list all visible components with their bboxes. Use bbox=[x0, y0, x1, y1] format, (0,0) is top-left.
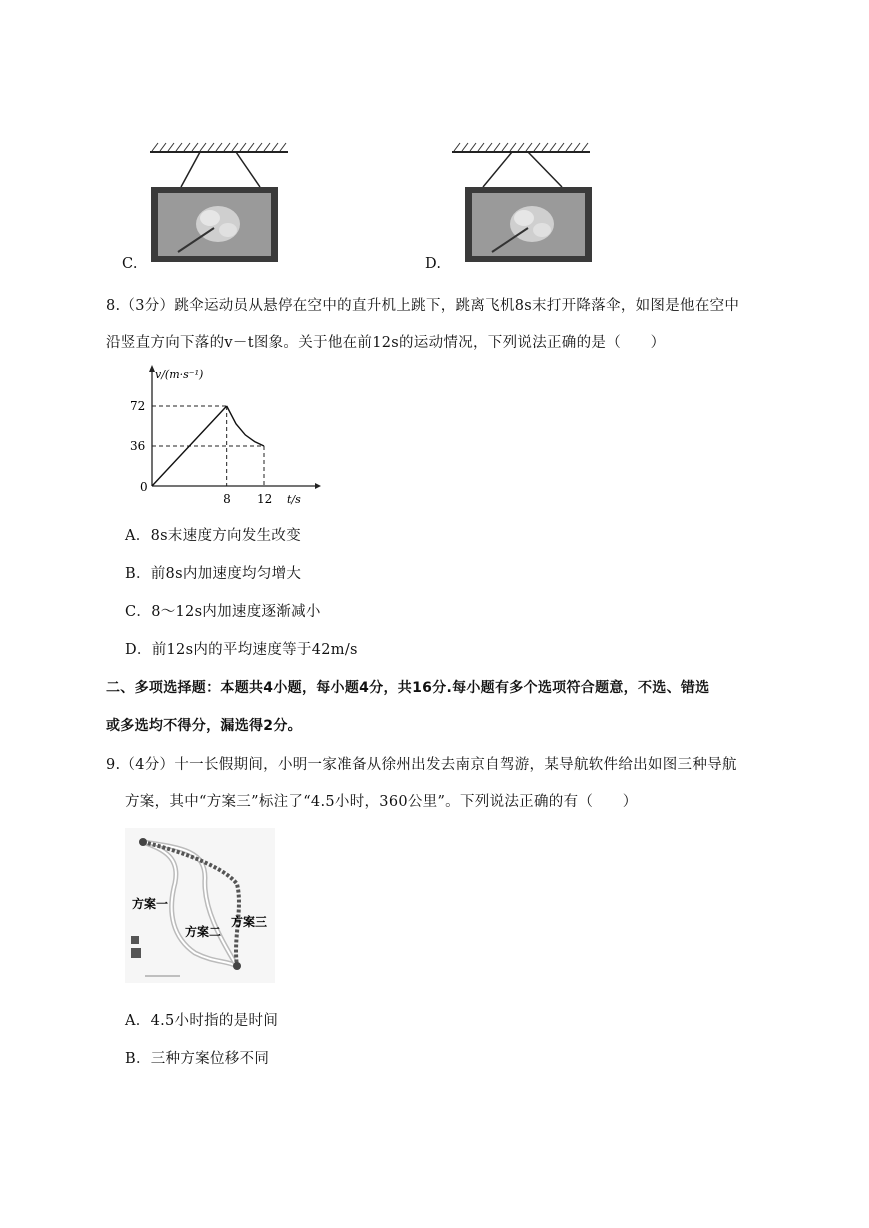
origin-label: 0 bbox=[140, 480, 148, 494]
q8-option-b: B．前8s内加速度均匀增大 bbox=[125, 566, 302, 582]
q8-option-d: D．前12s内的平均速度等于42m/s bbox=[125, 642, 358, 658]
q8-option-a: A．8s末速度方向发生改变 bbox=[125, 528, 302, 544]
vt-chart bbox=[125, 362, 325, 507]
route-map bbox=[125, 828, 275, 983]
x-tick-label-8: 8 bbox=[223, 492, 231, 506]
q8-stem-line2: 沿竖直方向下落的v－t图象。关于他在前12s的运动情况，下列说法正确的是（ ） bbox=[106, 335, 666, 351]
route-label-1: 方案一 bbox=[132, 897, 169, 911]
q7-figure-c bbox=[148, 140, 293, 265]
q7-figure-d bbox=[450, 140, 595, 265]
q9-stem-line2: 方案，其中“方案三”标注了“4.5小时，360公里”。下列说法正确的有（ ） bbox=[125, 794, 638, 810]
x-tick-label-12: 12 bbox=[257, 492, 273, 506]
x-axis-arrow bbox=[315, 483, 321, 489]
navigation-map-icon bbox=[125, 828, 275, 983]
hanging-picture-icon bbox=[148, 140, 293, 265]
route-label-3: 方案三 bbox=[231, 915, 268, 929]
x-axis-label: t/s bbox=[287, 493, 301, 506]
q9-stem-line1: 9.（4分）十一长假期间，小明一家准备从徐州出发去南京自驾游，某导航软件给出如图三种导航 bbox=[106, 757, 737, 773]
option-c-label: C. bbox=[122, 256, 138, 272]
q9-option-b: B．三种方案位移不同 bbox=[125, 1051, 270, 1067]
option-d-label: D. bbox=[425, 256, 442, 272]
y-axis-label: v/(m·s⁻¹) bbox=[155, 368, 204, 381]
y-tick-label-72: 72 bbox=[130, 399, 146, 413]
y-tick-label-36: 36 bbox=[130, 439, 146, 453]
series-line-2 bbox=[227, 406, 264, 446]
q8-option-c: C．8～12s内加速度逐渐减小 bbox=[125, 604, 321, 620]
vt-chart-svg bbox=[125, 362, 325, 507]
q9-option-a: A．4.5小时指的是时间 bbox=[125, 1013, 279, 1029]
q8-stem-line1: 8.（3分）跳伞运动员从悬停在空中的直升机上跳下，跳离飞机8s末打开降落伞，如图是他在空中 bbox=[106, 298, 740, 314]
hanging-picture-icon bbox=[450, 140, 595, 265]
section2-heading-line2: 或多选均不得分，漏选得2分。 bbox=[106, 718, 302, 734]
section2-heading-line1: 二、多项选择题：本题共4小题，每小题4分，共16分.每小题有多个选项符合题意，不选、错选 bbox=[106, 680, 710, 696]
route-label-2: 方案二 bbox=[185, 925, 222, 939]
